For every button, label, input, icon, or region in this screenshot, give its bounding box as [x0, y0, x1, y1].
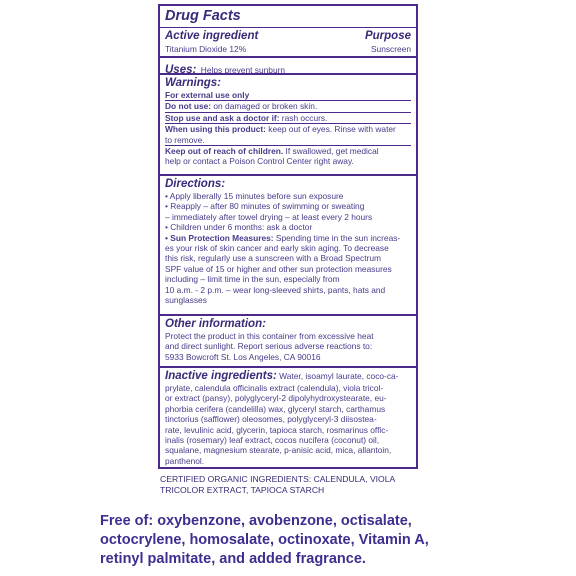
keep-out-line-2: help or contact a Poison Control Center right away.	[165, 156, 354, 167]
warnings-section	[160, 73, 416, 167]
other-information-section	[160, 314, 416, 362]
drug-facts-title: Drug Facts	[165, 8, 241, 24]
purpose-value: Sunscreen	[370, 44, 411, 54]
inactive-ingredients-section	[160, 366, 416, 466]
directions-line: SPF value of 15 or higher and other sun protection measures	[165, 263, 392, 274]
inactive-line: squalane, magnesium stearate, p-anisic acid, mica, allantoin,	[165, 445, 392, 456]
stop-use-line: Stop use and ask a doctor if: rash occurs.	[165, 112, 328, 123]
certified-organic-text	[160, 474, 430, 496]
active-ingredient-section	[160, 27, 416, 54]
free-of-line: retinyl palmitate, and added fragrance.	[100, 551, 366, 567]
drug-facts-panel	[158, 4, 418, 469]
keep-out-line: Keep out of reach of children. If swallowed, get medical	[165, 146, 379, 157]
certified-line: TRICOLOR EXTRACT, TAPIOCA STARCH	[160, 485, 325, 495]
free-of-statement	[100, 512, 520, 569]
inactive-line: tinctorius (safflower) oleosomes, polyglyceryl-3 diisostea-	[165, 414, 377, 425]
sun-protection-line: • Sun Protection Measures: Spending time in the sun increas-	[165, 232, 401, 243]
directions-line: es your risk of skin cancer and early skin aging. To decrease	[165, 243, 389, 254]
do-not-use-line: Do not use: on damaged or broken skin.	[165, 101, 318, 112]
inactive-line: panthenol.	[165, 455, 205, 466]
uses-heading: Uses:	[165, 64, 197, 76]
when-using-line-2: to remove.	[165, 134, 205, 145]
inactive-line: inalis (rosemary) leaf extract, cocos nucifera (coconut) oil,	[165, 435, 380, 446]
inactive-line: or extract (pansy), polyglyceryl-2 dipolyhydroxystearate, eu-	[165, 393, 387, 404]
directions-line: including – limit time in the sun, especially from	[165, 274, 340, 285]
directions-section	[160, 174, 416, 305]
directions-line: this risk, regularly use a sunscreen with a Broad Spectrum	[165, 253, 381, 264]
inactive-line: rate, levulinic acid, glycerin, tapioca starch, rosmarinus offic-	[165, 424, 389, 435]
directions-line: • Apply liberally 15 minutes before sun exposure	[165, 191, 344, 201]
other-information-heading: Other information:	[165, 318, 266, 330]
other-information-line: Protect the product in this container from excessive heat	[165, 331, 374, 341]
inactive-first-line: Inactive ingredients: Water, isoamyl laurate, coco-ca-	[165, 370, 399, 382]
free-of-line: octocrylene, homosalate, octinoxate, Vitamin A,	[100, 532, 429, 548]
uses-text: Helps prevent sunburn	[200, 65, 286, 75]
directions-line: 10 a.m. - 2 p.m. – wear long-sleeved shirts, pants, hats and	[165, 284, 386, 295]
certified-line: CERTIFIED ORGANIC INGREDIENTS: CALENDULA, VIOLA	[160, 474, 396, 484]
other-information-line: and direct sunlight. Report serious adverse reactions to:	[165, 341, 373, 352]
warnings-heading: Warnings:	[165, 77, 222, 89]
other-information-line: 5933 Bowcroft St. Los Angeles, CA 90016	[165, 351, 321, 362]
directions-line: • Children under 6 months: ask a doctor	[165, 222, 313, 233]
inactive-line: phorbia cerifera (candelilla) wax, glyceryl starch, carthamus	[165, 403, 386, 414]
directions-line: • Reapply – after 80 minutes of swimming or sweating	[165, 201, 365, 212]
directions-heading: Directions:	[165, 178, 226, 190]
active-ingredient-value: Titanium Dioxide 12%	[165, 44, 247, 54]
external-use-text: For external use only	[165, 90, 250, 100]
purpose-heading: Purpose	[364, 30, 411, 42]
directions-line: sunglasses	[165, 295, 207, 306]
free-of-line: Free of: oxybenzone, avobenzone, octisalate,	[100, 513, 412, 529]
directions-line: – immediately after towel drying – at least every 2 hours	[165, 211, 373, 222]
inactive-line: prylate, calendula officinalis extract (calendula), viola tricol-	[165, 383, 384, 393]
when-using-line: When using this product: keep out of eyes. Rinse with water	[165, 124, 396, 135]
active-ingredient-heading: Active ingredient	[165, 30, 259, 42]
